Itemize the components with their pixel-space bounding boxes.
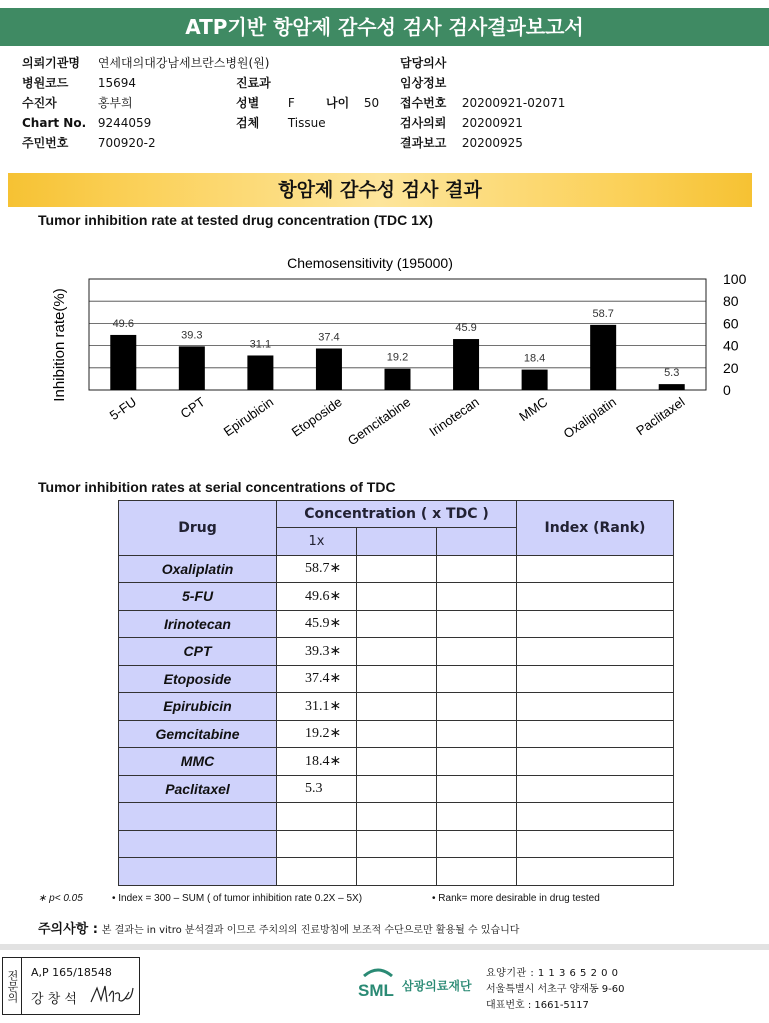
chart-x-tick-label: Paclitaxel xyxy=(633,394,688,439)
table-row xyxy=(119,665,674,693)
index-rank-cell xyxy=(517,665,674,693)
signature-box xyxy=(2,957,140,1015)
index-rank-cell xyxy=(517,775,674,803)
drug-table xyxy=(118,500,674,886)
value-blank xyxy=(357,610,437,638)
value-blank xyxy=(357,665,437,693)
info-patient-name: 수진자 홍부희 xyxy=(22,96,133,110)
info-age: 나이 50 xyxy=(326,96,380,110)
chart-bar xyxy=(590,325,616,390)
value-blank xyxy=(437,555,517,583)
value-1x: 19.2∗ xyxy=(277,720,357,748)
chart-bar xyxy=(179,346,205,390)
index-rank-cell xyxy=(517,583,674,611)
chart-y-tick-label: 80 xyxy=(723,293,739,310)
value-blank xyxy=(437,775,517,803)
table-header-row xyxy=(119,501,674,528)
info-resident-no: 주민번호 700920-2 xyxy=(22,136,156,150)
header-index-rank: Index (Rank) xyxy=(517,501,674,556)
index-rank-cell xyxy=(517,858,674,886)
chart-x-tick-label: Oxaliplatin xyxy=(560,394,619,442)
chart-data-label: 49.6 xyxy=(112,317,134,330)
value-blank xyxy=(357,720,437,748)
footnote-index: • Index = 300 – SUM ( of tumor inhibition rate 0.2X – 5X) xyxy=(112,893,363,904)
chart-y-axis xyxy=(723,271,747,398)
chart-data-label: 18.4 xyxy=(523,352,546,365)
table-row xyxy=(119,583,674,611)
footer-divider xyxy=(0,944,769,950)
header-conc-blank xyxy=(437,528,517,556)
chart-y-tick-label: 100 xyxy=(723,271,747,287)
index-rank-cell xyxy=(517,610,674,638)
value-blank xyxy=(437,748,517,776)
chart-x-tick-label: Irinotecan xyxy=(426,394,482,440)
chart-bar xyxy=(385,369,411,390)
value-1x: 31.1∗ xyxy=(277,693,357,721)
index-rank-cell xyxy=(517,720,674,748)
chart-x-tick-label: MMC xyxy=(516,394,551,425)
value-blank xyxy=(437,665,517,693)
info-doctor: 담당의사 xyxy=(400,56,447,70)
footnote-rank: • Rank= more desirable in drug tested xyxy=(432,893,600,904)
drug-name: MMC xyxy=(119,748,277,776)
value-blank xyxy=(437,610,517,638)
specialist-label: 전문의 xyxy=(3,958,22,1014)
drug-name: Oxaliplatin xyxy=(119,555,277,583)
header-drug: Drug xyxy=(119,501,277,556)
value-1x: 37.4∗ xyxy=(277,665,357,693)
value-1x: 39.3∗ xyxy=(277,638,357,666)
table-row xyxy=(119,775,674,803)
info-clinical: 임상정보 xyxy=(400,76,447,90)
index-rank-cell xyxy=(517,638,674,666)
value-1x: 18.4∗ xyxy=(277,748,357,776)
index-rank-cell xyxy=(517,748,674,776)
header-concentration: Concentration ( x TDC ) xyxy=(277,501,517,528)
chart-data-label: 45.9 xyxy=(455,322,477,335)
org-name: 삼광의료재단 xyxy=(402,979,472,993)
index-rank-cell xyxy=(517,555,674,583)
value-blank xyxy=(277,803,357,831)
chart-x-axis xyxy=(107,394,688,448)
chart-x-tick-label: CPT xyxy=(177,394,208,422)
sml-logo-icon xyxy=(358,966,398,1002)
table-row-empty xyxy=(119,858,674,886)
drug-name: CPT xyxy=(119,638,277,666)
value-blank xyxy=(437,638,517,666)
chart-data-label: 19.2 xyxy=(386,351,409,364)
drug-name: Irinotecan xyxy=(119,610,277,638)
info-hospital-code: 병원코드 15694 xyxy=(22,76,137,90)
chart-heading: Tumor inhibition rate at tested drug concentration (TDC 1X) xyxy=(38,212,433,228)
org-logo xyxy=(358,966,398,1006)
table-row xyxy=(119,638,674,666)
doctor-name: 강 창 석 xyxy=(31,992,77,1007)
table-row xyxy=(119,720,674,748)
chart-ylabel: Inhibition rate(%) xyxy=(51,288,68,402)
info-chart-no: Chart No. 9244059 xyxy=(22,116,152,130)
chart-y-tick-label: 0 xyxy=(723,382,731,398)
value-blank xyxy=(437,803,517,831)
value-blank xyxy=(357,858,437,886)
value-blank xyxy=(357,638,437,666)
value-blank xyxy=(277,830,357,858)
value-blank xyxy=(357,830,437,858)
info-institution: 의뢰기관명 연세대의대강남세브란스병원(원) xyxy=(22,56,270,70)
header-conc-blank xyxy=(357,528,437,556)
index-rank-cell xyxy=(517,803,674,831)
chart-bar xyxy=(522,370,548,390)
info-receipt-no: 접수번호 20200921-02071 xyxy=(400,96,566,110)
chart-data-label: 39.3 xyxy=(181,329,203,342)
table-row xyxy=(119,693,674,721)
info-sex: 성별 F xyxy=(236,96,295,110)
value-blank xyxy=(437,858,517,886)
value-blank xyxy=(437,720,517,748)
drug-name: Paclitaxel xyxy=(119,775,277,803)
drug-name: Epirubicin xyxy=(119,693,277,721)
value-1x: 58.7∗ xyxy=(277,555,357,583)
table-row xyxy=(119,748,674,776)
value-blank xyxy=(357,775,437,803)
index-rank-cell xyxy=(517,693,674,721)
chart-x-tick-label: Epirubicin xyxy=(220,394,277,440)
index-rank-cell xyxy=(517,830,674,858)
value-1x: 49.6∗ xyxy=(277,583,357,611)
value-blank xyxy=(357,803,437,831)
chart-bar xyxy=(659,384,685,390)
chart-y-tick-label: 20 xyxy=(723,359,739,376)
drug-name: 5-FU xyxy=(119,583,277,611)
table-row-empty xyxy=(119,830,674,858)
org-phone: 대표번호 : 1661-5117 xyxy=(486,1000,589,1011)
license-number: A,P 165/18548 xyxy=(31,966,112,979)
table-heading: Tumor inhibition rates at serial concentrations of TDC xyxy=(38,479,396,495)
value-1x: 45.9∗ xyxy=(277,610,357,638)
report-title: ATP기반 항암제 감수성 검사 검사결과보고서 xyxy=(0,8,769,46)
value-blank xyxy=(437,830,517,858)
drug-name: Etoposide xyxy=(119,665,277,693)
org-address: 서울특별시 서초구 양재동 9-60 xyxy=(486,984,625,995)
section-title: 항암제 감수성 검사 결과 xyxy=(8,173,752,207)
value-blank xyxy=(437,583,517,611)
header-1x: 1x xyxy=(277,528,357,556)
signature-mark xyxy=(89,980,135,1008)
chart-data-label: 31.1 xyxy=(249,338,272,351)
value-blank xyxy=(357,583,437,611)
table-row-empty xyxy=(119,803,674,831)
chart-y-tick-label: 40 xyxy=(723,337,739,354)
chart-title: Chemosensitivity (195000) xyxy=(287,255,453,271)
chemosensitivity-chart xyxy=(0,240,769,470)
drug-name-empty xyxy=(119,830,277,858)
org-code: 요양기관 : 1 1 3 6 5 2 0 0 xyxy=(486,968,619,979)
value-blank xyxy=(357,555,437,583)
chart-x-tick-label: 5-FU xyxy=(106,394,139,424)
drug-name-empty xyxy=(119,803,277,831)
chart-y-tick-label: 60 xyxy=(723,315,739,332)
chart-x-tick-label: Etoposide xyxy=(288,394,345,440)
table-row xyxy=(119,555,674,583)
chart-bar xyxy=(247,355,273,390)
table-row xyxy=(119,610,674,638)
caution-note: 주의사항 : 본 결과는 in vitro 분석결과 이므로 주치의의 진료방침에 보조적 수단으로만 활용될 수 있습니다 xyxy=(38,922,520,937)
chart-data-label: 37.4 xyxy=(318,331,340,344)
chart-bar xyxy=(316,348,342,390)
info-request-date: 검사의뢰 20200921 xyxy=(400,116,523,130)
info-report-date: 결과보고 20200925 xyxy=(400,136,523,150)
drug-name-empty xyxy=(119,858,277,886)
chart-x-tick-label: Gemcitabine xyxy=(344,394,414,449)
chart-data-label: 58.7 xyxy=(592,307,614,320)
value-blank xyxy=(357,748,437,776)
info-department: 진료과 xyxy=(236,76,271,90)
value-blank xyxy=(437,693,517,721)
value-blank xyxy=(357,693,437,721)
info-specimen: 검체 Tissue xyxy=(236,116,326,130)
chart-bar xyxy=(110,335,136,390)
drug-name: Gemcitabine xyxy=(119,720,277,748)
footnote-p: ∗ p< 0.05 xyxy=(38,893,83,904)
chart-data-label: 5.3 xyxy=(664,367,680,380)
chart-bar xyxy=(453,339,479,390)
svg-text:SML: SML xyxy=(358,981,394,1000)
value-blank xyxy=(277,858,357,886)
value-1x: 5.3 xyxy=(277,775,357,803)
